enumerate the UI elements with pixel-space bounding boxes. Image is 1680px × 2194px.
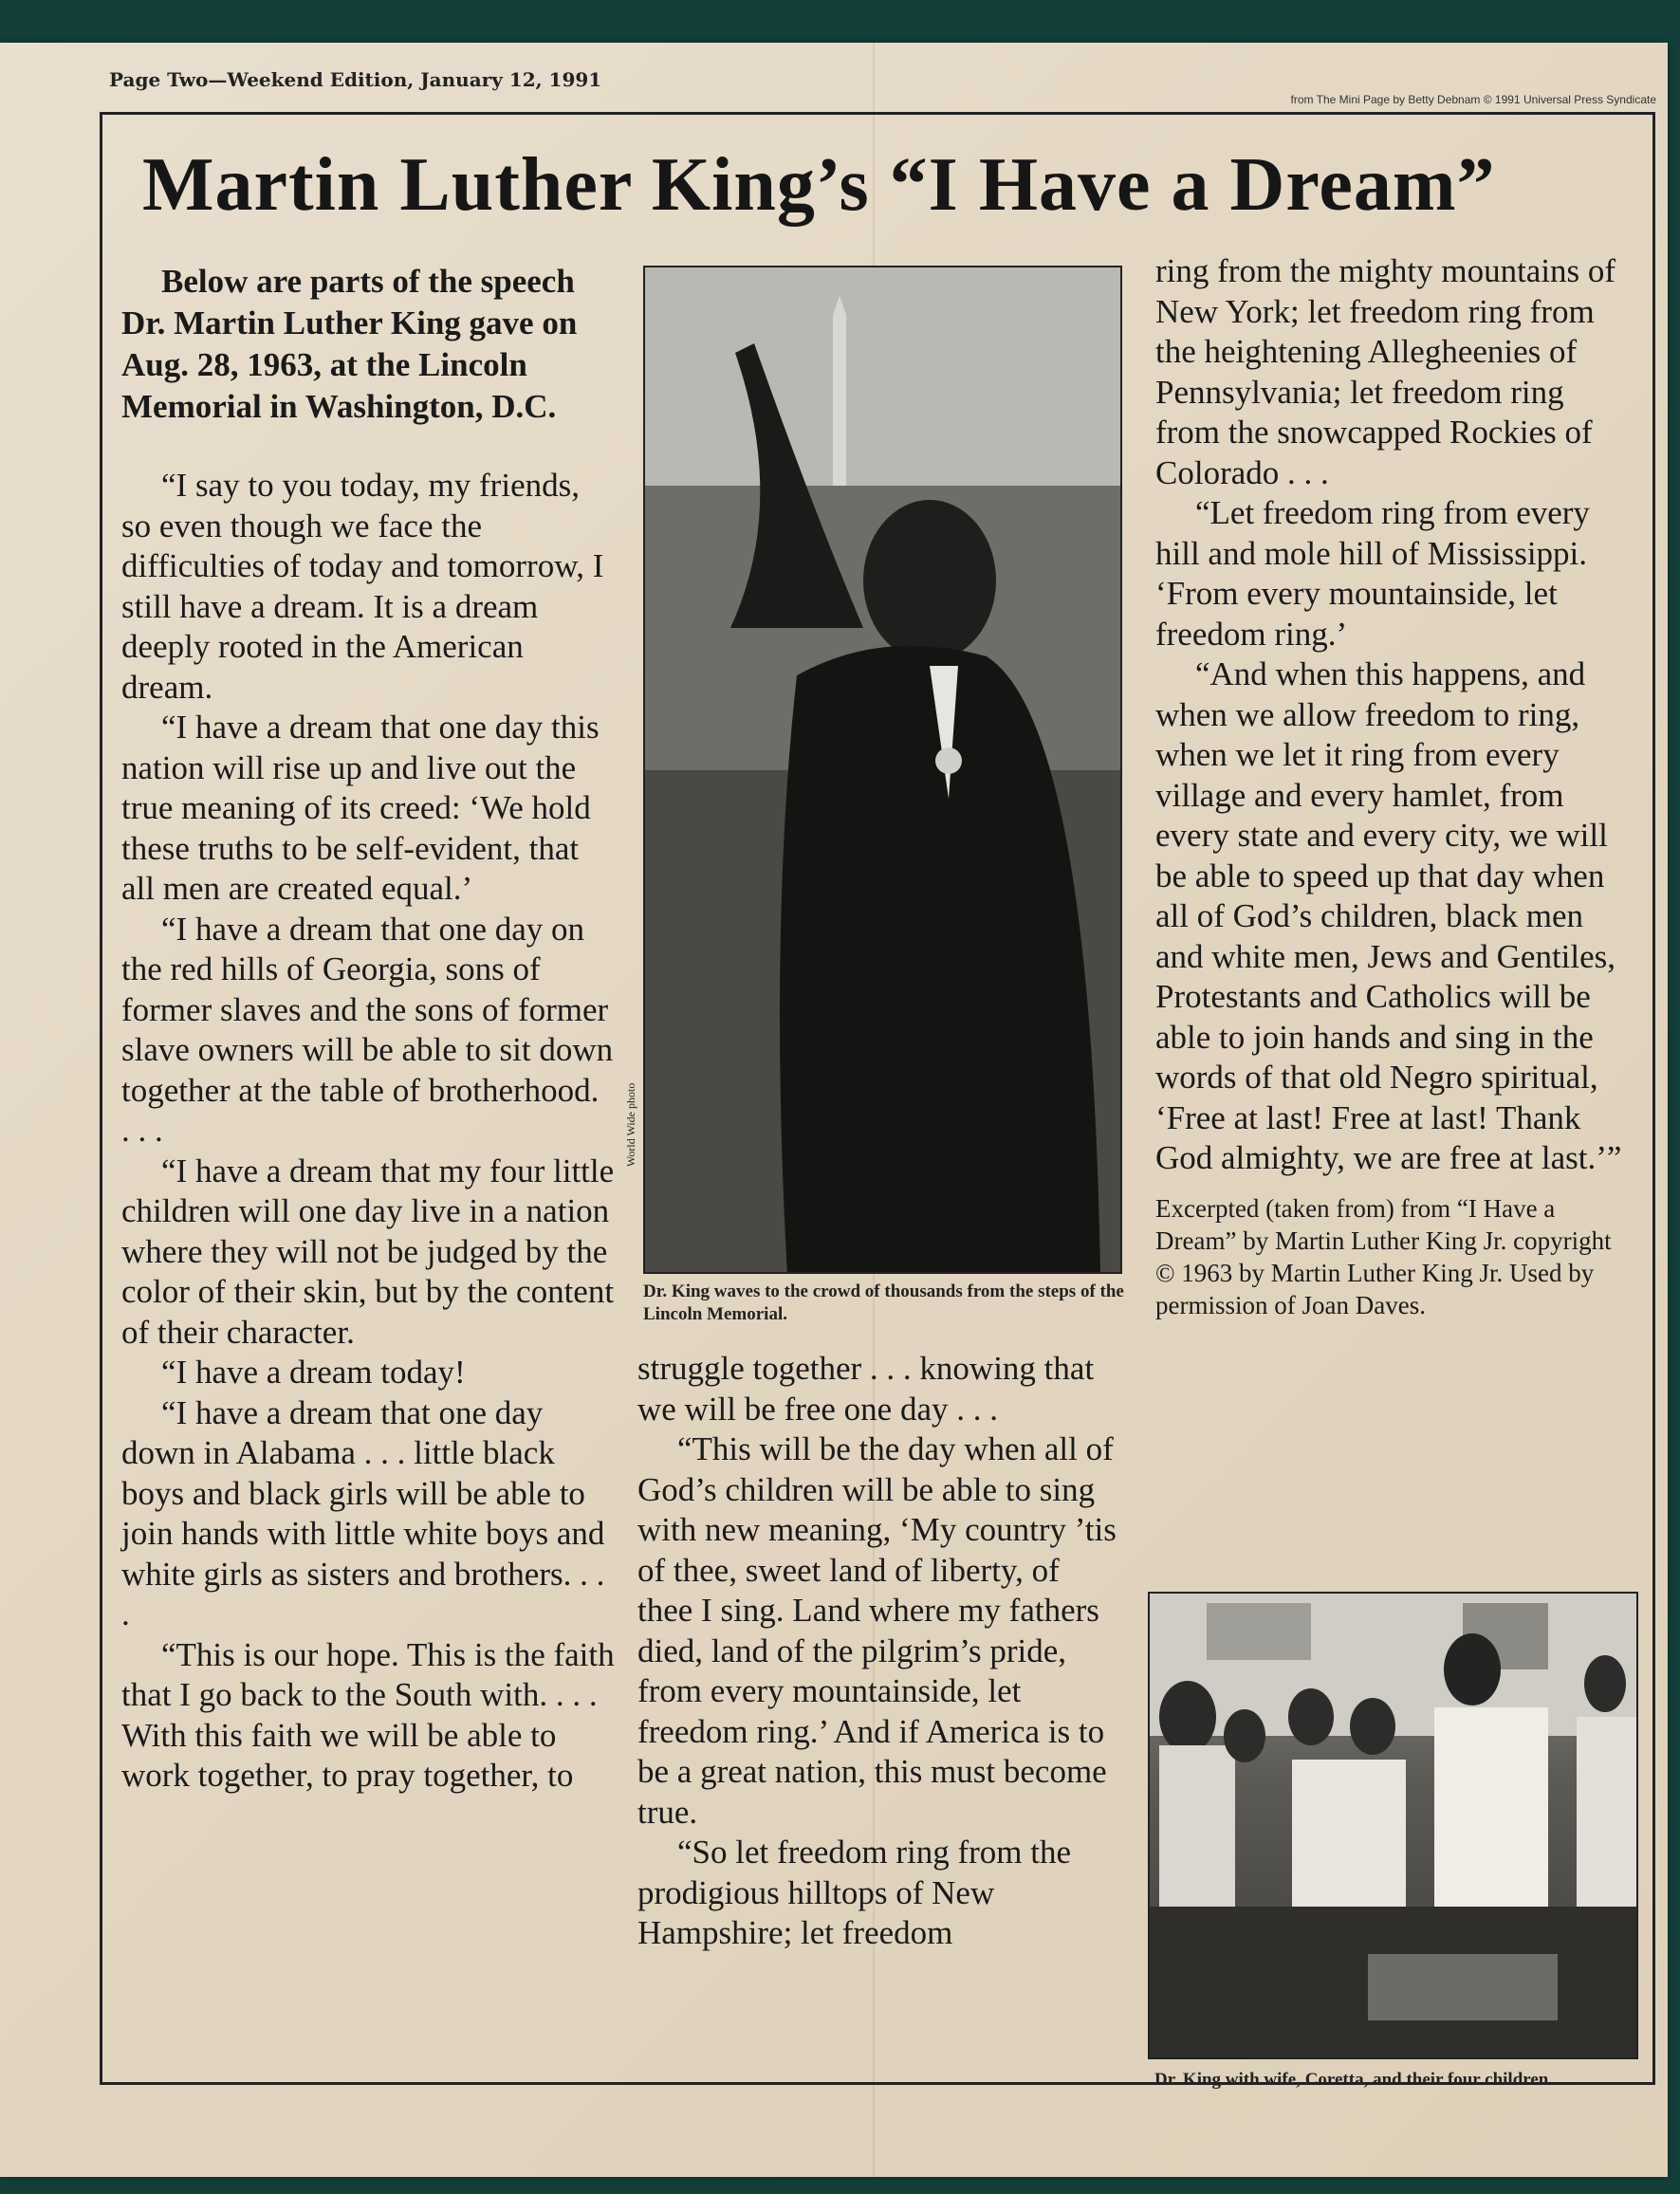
paragraph: “I have a dream that one day on the red hills of Georgia, sons of former slaves and the sons of former slave owners will be able to sit down together at the table of brotherhood. . . . bbox=[121, 910, 614, 1149]
paragraph: ring from the mighty mountains of New York; let freedom ring from the heightening Allegheenies of Pennsylvania; let freedom ring from the snowcapped Rockies of Colorado . . . bbox=[1155, 252, 1616, 491]
photo-caption: Dr. King with wife, Coretta, and their four children. bbox=[1154, 2070, 1554, 2090]
paragraph: “I have a dream that one day down in Alabama . . . little black boys and black girls will be able to join hands with little white boys and white girls as sisters and brothers. . . . bbox=[121, 1393, 605, 1632]
column-2 bbox=[637, 1349, 1121, 1954]
page-header: Page Two—Weekend Edition, January 12, 1991 bbox=[109, 68, 602, 91]
source-credit: from The Mini Page by Betty Debnam © 1991 Universal Press Syndicate bbox=[1290, 93, 1656, 106]
paragraph: “I say to you today, my friends, so even though we face the difficulties of today and tomorrow, I still have a dream. It is a dream deeply rooted in the American dream. bbox=[121, 467, 604, 706]
paragraph: “And when this happens, and when we allow freedom to ring, when we let it ring from every village and every hamlet, from every state and every city, we will be able to speed up that day when all of God’s children, black men and white men, Jews and Gentiles, Protestants and Catholics will be able to join hands and sing in the words of that old Negro spiritual, ‘Free at last! Free at last! Thank God almighty, we are free at last.’” bbox=[1155, 655, 1622, 1176]
photo-credit: World Wide photo bbox=[624, 1082, 637, 1167]
king-waving-photo bbox=[643, 266, 1122, 1274]
column-3 bbox=[1155, 251, 1634, 1321]
paragraph: “This will be the day when all of God’s children will be able to sing with new meaning, ‘My country ’tis of thee, sweet land of liberty, of thee I sing. Land where my fathers died, land of the pilgrim’s pride, from every mountainside, let freedom ring.’ And if America is to be a great nation, this must become true. bbox=[637, 1430, 1117, 1831]
paragraph: “This is our hope. This is the faith that I go back to the South with. . . . With this faith we will be able to work together, to pray together, to bbox=[121, 1635, 615, 1794]
intro-text: Below are parts of the speech Dr. Martin Luther King gave on Aug. 28, 1963, at the Lincoln Memorial in Washington, D.C. bbox=[121, 263, 578, 425]
paragraph: “So let freedom ring from the prodigious hilltops of New Hampshire; let freedom bbox=[637, 1834, 1072, 1951]
photo-illustration bbox=[645, 267, 1122, 1274]
photo-caption: Dr. King waves to the crowd of thousands from the steps of the Lincoln Memorial. bbox=[643, 1281, 1124, 1324]
photo-illustration bbox=[1150, 1594, 1638, 2059]
article-title: Martin Luther King’s “I Have a Dream” bbox=[142, 143, 1496, 227]
excerpt-note: Excerpted (taken from) from “I Have a Dream” by Martin Luther King Jr. copyright © 1963 by Martin Luther King Jr. Used by permission of Joan Daves. bbox=[1155, 1193, 1612, 1319]
column-1 bbox=[121, 261, 615, 1797]
paragraph: “I have a dream that my four little children will one day live in a nation where they will not be judged by the color of their skin, but by the content of their character. bbox=[121, 1152, 615, 1351]
paragraph: struggle together . . . knowing that we will be free one day . . . bbox=[637, 1350, 1095, 1428]
family-photo bbox=[1148, 1592, 1638, 2059]
paragraph: “I have a dream that one day this nation will rise up and live out the true meaning of its creed: ‘We hold these truths to be self-evident, that all men are created equal.’ bbox=[121, 709, 600, 907]
paragraph: “Let freedom ring from every hill and mole hill of Mississippi. ‘From every mountainside, let freedom ring.’ bbox=[1155, 494, 1590, 653]
paragraph: “I have a dream today! bbox=[161, 1354, 466, 1391]
